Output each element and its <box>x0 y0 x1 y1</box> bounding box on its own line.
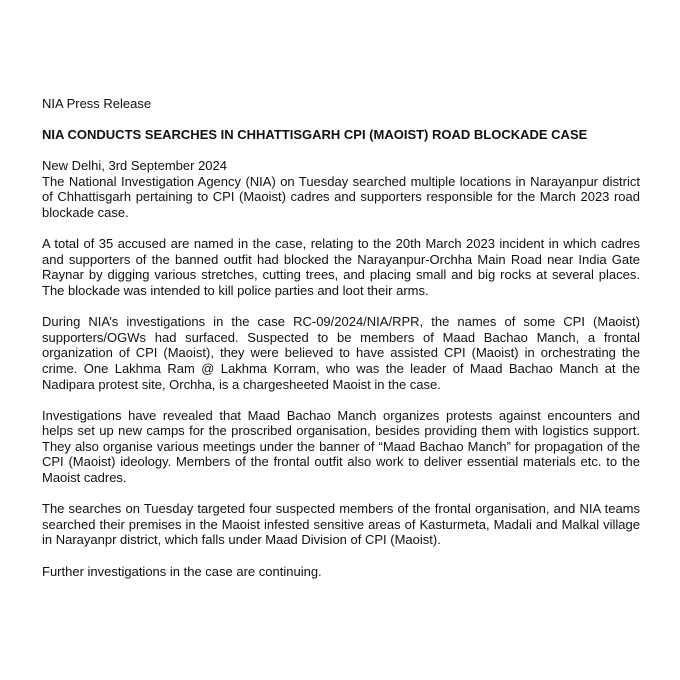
document-label: NIA Press Release <box>42 96 152 111</box>
paragraph-searches: The searches on Tuesday targeted four suspected members of the frontal organisation, and NIA teams searched their premises in the Maoist infested sensitive areas of Kasturmeta, Madali and Malkal village in Narayanpr district, which falls under Maad Division of CPI (Maoist). <box>42 501 640 548</box>
paragraph-accused: A total of 35 accused are named in the case, relating to the 20th March 2023 incident in which cadres and supporters of the banned outfit had blocked the Narayanpur-Orchha Main Road near India Gate Raynar by digging various stretches, cutting trees, and placing small and big rocks at several places. The blockade was intended to kill police parties and loot their arms. <box>42 236 640 298</box>
paragraph-intro: The National Investigation Agency (NIA) on Tuesday searched multiple locations in Narayanpur district of Chhattisgarh pertaining to CPI (Maoist) cadres and supporters responsible for the March 2023 road blockade case. <box>42 173 640 220</box>
dateline: New Delhi, 3rd September 2024 <box>42 158 227 174</box>
press-release-document <box>42 96 640 579</box>
paragraph-findings: Investigations have revealed that Maad Bachao Manch organizes protests against encounters and helps set up new camps for the proscribed organisation, besides providing them with logistics support. They also organise various meetings under the banner of “Maad Bachao Manch” for propagation of the CPI (Maoist) ideology. Members of the frontal outfit also work to deliver essential materials etc. to the Maoist cadres. <box>42 407 640 486</box>
document-title: NIA CONDUCTS SEARCHES IN CHHATTISGARH CPI (MAOIST) ROAD BLOCKADE CASE <box>42 126 588 142</box>
paragraph-conclusion: Further investigations in the case are continuing. <box>42 563 322 579</box>
paragraph-investigation: During NIA’s investigations in the case RC-09/2024/NIA/RPR, the names of some CPI (Maoist) supporters/OGWs had surfaced. Suspected to be members of Maad Bachao Manch, a frontal organization of CPI (Maoist), they were believed to have assisted CPI (Maoist) in orchestrating the crime. One Lakhma Ram @ Lakhma Korram, who was the leader of Maad Bachao Manch at the Nadipara protest site, Orchha, is a chargesheeted Maoist in the case. <box>42 314 640 392</box>
